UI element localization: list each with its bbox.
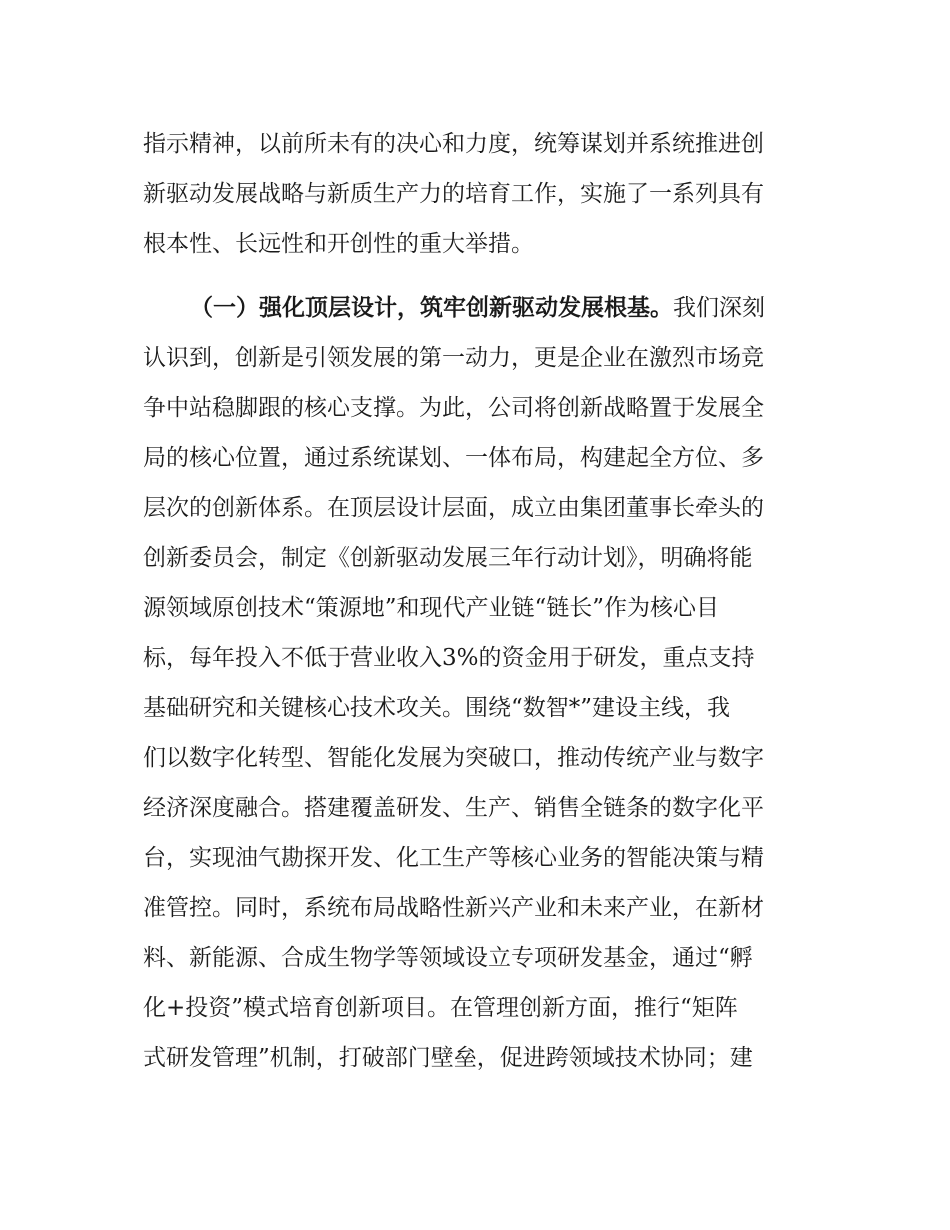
- paragraph-line: 创新委员会，制定《创新驱动发展三年行动计划》，明确将能: [143, 545, 753, 571]
- paragraph-line: 源领域原创技术“策源地”和现代产业链“链长”作为核心目: [143, 595, 720, 621]
- paragraph-line: 认识到，创新是引领发展的第一动力，更是企业在激烈市场竞: [143, 345, 764, 371]
- paragraph-line: 化+投资”模式培育创新项目。在管理创新方面，推行“矩阵: [143, 995, 738, 1021]
- paragraph-line: 准管控。同时，系统布局战略性新兴产业和未来产业，在新材: [143, 895, 764, 921]
- paragraph-line: 层次的创新体系。在顶层设计层面，成立由集团董事长牵头的: [143, 495, 764, 521]
- paragraph-line: 新驱动发展战略与新质生产力的培育工作，实施了一系列具有: [143, 181, 764, 207]
- section-heading-line: [190, 288, 765, 328]
- paragraph-line: 局的核心位置，通过系统谋划、一体布局，构建起全方位、多: [143, 445, 764, 471]
- paragraph-line: 标，每年投入不低于营业收入3%的资金用于研发，重点支持: [143, 645, 755, 671]
- paragraph-line: 料、新能源、合成生物学等领域设立专项研发基金，通过“孵: [143, 945, 753, 971]
- paragraph-line: 们以数字化转型、智能化发展为突破口，推动传统产业与数字: [143, 745, 764, 771]
- section-heading-rest: 我们深刻: [673, 295, 765, 321]
- paragraph-line: 式研发管理”机制，打破部门壁垒，促进跨领域技术协同；建: [143, 1045, 753, 1071]
- paragraph-line: 台，实现油气勘探开发、化工生产等核心业务的智能决策与精: [143, 845, 764, 871]
- paragraph-line: 指示精神，以前所未有的决心和力度，统筹谋划并系统推进创: [143, 131, 764, 157]
- paragraph-line: 基础研究和关键核心技术攻关。围绕“数智*”建设主线，我: [143, 695, 731, 721]
- paragraph-line: 争中站稳脚跟的核心支撑。为此，公司将创新战略置于发展全: [143, 395, 764, 421]
- paragraph-line: 经济深度融合。搭建覆盖研发、生产、销售全链条的数字化平: [143, 795, 764, 821]
- paragraph-line: 根本性、长远性和开创性的重大举措。: [143, 231, 534, 257]
- section-heading: （一）强化顶层设计，筑牢创新驱动发展根基。: [190, 295, 673, 321]
